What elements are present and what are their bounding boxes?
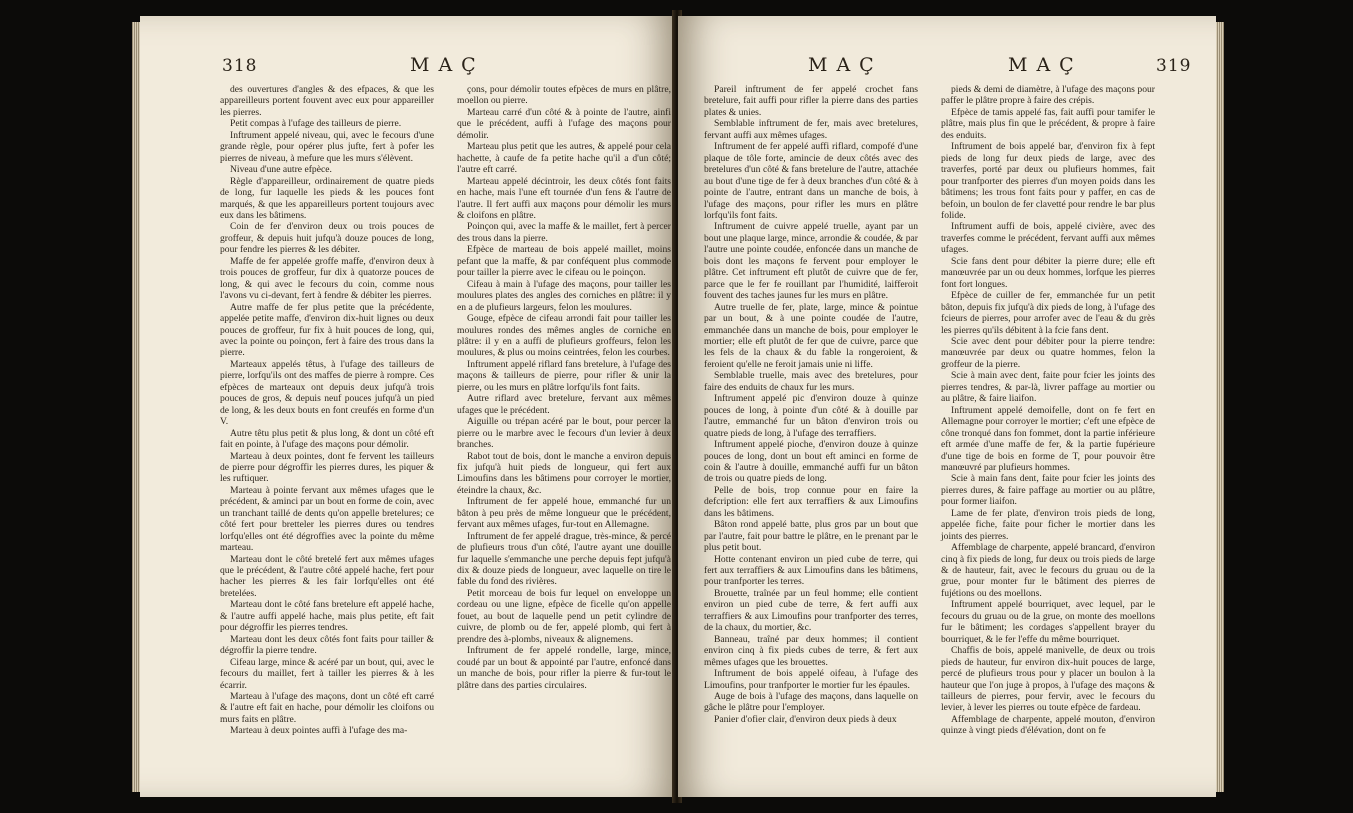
right-page-edges [1216,22,1224,792]
right-page [678,16,1216,797]
right-running-head-right: MAÇ [1008,54,1083,76]
paragraph: Efpèce de cuiller de fer, emmanchée fur un petit bâton, depuis fix jufqu'à dix pieds de long, à l'ufage des fcieurs de pierres, pour arrofer avec de l'eau & du grès les pierres qu'ils débitent à la fcie fans dent. [941,290,1155,336]
paragraph: Efpèce de marteau de bois appelé maillet, moins pefant que la maffe, & par conféquent plus commode pour tailler la pierre avec le cifeau ou le poinçon. [457,244,671,279]
paragraph: Semblable inftrument de fer, mais avec bretelures, fervant auffi aux mêmes ufages. [704,118,918,141]
right-column-1 [704,84,918,725]
paragraph: Petit compas à l'ufage des tailleurs de pierre. [230,118,402,130]
paragraph: Marteau à pointe fervant aux mêmes ufages que le précédent, & aminci par un bout en forme de coin, avec un tranchant taillé de dents qu'on appelle bretelures; ce côté fert pour bretteler les pierres dures ou tendres lorfqu'elles ont été dégroffies avec la pointe du même marteau. [220,484,434,554]
paragraph: Scie avec dent pour débiter pour la pierre tendre: manœuvrée par deux ou quatre hommes, felon la groffeur de la pierre. [941,335,1155,370]
paragraph: Cifeau large, mince & acéré par un bout, qui, avec le fecours du maillet, fert à tailler les pierres & à les écarrir. [220,656,434,691]
paragraph: Marteau dont les deux côtés font faits pour tailler & dégroffir la pierre tendre. [220,633,434,657]
right-column-2 [941,84,1155,737]
paragraph: pieds & demi de diamètre, à l'ufage des maçons pour paffer le plâtre propre à faire des crépis. [941,84,1155,107]
paragraph: Inftrument de fer appelé houe, emmanché fur un bâton à peu près de même longueur que le précédent, fervant aux mêmes ufages, fur-tout en Allemagne. [457,496,671,531]
paragraph: Banneau, traîné par deux hommes; il contient environ cinq à fix pieds cubes de terre, & fert aux mêmes ufages que les brouettes. [704,633,918,668]
left-running-head: MAÇ [410,54,485,76]
paragraph: Inftrument appelé riflard fans bretelure, à l'ufage des maçons & tailleurs de pierre, pour rifler & unir la pierre, ou les murs en plâtre lorfqu'ils font faits. [457,358,671,393]
left-column-1 [220,84,434,737]
right-running-head-left: MAÇ [808,54,883,76]
paragraph: Marteau à l'ufage des maçons, dont un côté eft carré & l'autre eft fait en hache, pour démolir les cloifons ou murs faits en plâtre. [220,691,434,725]
paragraph: Semblable truelle, mais avec des bretelures, pour faire des enduits de chaux fur les murs. [704,370,918,393]
paragraph: Autre truelle de fer, plate, large, mince & pointue par un bout, & à une pointe coudée de l'autre, emmanchée dans un manche de bois, pour employer le mortier; elle eft plutôt de fer que de cuivre, parce que les fels de la chaux & du fable la rongeroient, & feroient qu'elle ne feroit jamais unie ni liffe. [704,301,918,370]
paragraph: Efpèce de tamis appelé fas, fait auffi pour tamifer le plâtre, mais plus fin que le précédent, & propre à faire des enduits. [941,106,1155,141]
paragraph: Inftrument de fer appelé drague, très-mince, & percé de plufieurs trous d'un côté, l'autre ayant une douille fur laquelle s'emmanche une perche depuis fept jufqu'à dix & douze pieds de longueur, avec laquelle on tire le fable du fond des rivières. [457,530,671,588]
paragraph: Inftrument de cuivre appelé truelle, ayant par un bout une plaque large, mince, arrondie & coudée, & par l'autre une pointe coudée, enfoncée dans un manche de bois dont les maçons fe fervent pour employer le plâtre. Cet inftrument eft plutôt de cuivre que de fer, parce que le fer fe rouillant par l'humidité, laifferoit fouvent des taches jaunes fur les murs en plâtre. [704,221,919,302]
paragraph: Inftrument appelé pic d'environ douze à quinze pouces de long, à pointe d'un côté & à douille par l'autre, emmanché fur un bâton d'environ trois ou quatre pieds de long, à l'ufage des terraffiers. [704,393,918,439]
paragraph: des ouvertures d'angles & des efpaces, & que les appareilleurs portent fouvent avec eux pour appareiller les pierres. [220,84,434,118]
paragraph: Marteau dont le côté bretelé fert aux mêmes ufages que le précédent, & l'autre côté appelé hache, fert pour hacher les pierres & les fair lorfqu'elles ont été bretelées. [220,553,434,599]
paragraph: Scie à main fans dent, faite pour fcier les joints des pierres dures, & faire paffage au mortier ou au plâtre, pour former liaifon. [941,473,1155,508]
paragraph: Inftrument auffi de bois, appelé civière, avec des traverfes comme le précédent, fervant auffi aux mêmes ufages. [941,221,1155,256]
paragraph: Pareil inftrument de fer appelé crochet fans bretelure, fait auffi pour rifler la pierre dans des parties plates & unies. [704,84,918,118]
paragraph: Inftrument de fer appelé rondelle, large, mince, coudé par un bout & appointé par l'autre, enfoncé dans un manche de bois, pour rifler la pierre & fur-tout le plâtre dans des parties circulaires. [457,645,671,691]
paragraph: Inftrument de bois appelé bar, d'environ fix à fept pieds de long fur deux pieds de large, avec des traverfes, porté par deux ou plufieurs hommes, fait pour tranfporter des pierres d'un moyen poids dans les bâtimens; les trous font faits pour y paffer, en cas de befoin, un boulon de fer clavetté pour rendre le bar plus folide. [941,141,1155,221]
paragraph: Inftrument appelé bourriquet, avec lequel, par le fecours du gruau ou de la grue, on monte des moellons fur le bâtiment; les cordages s'appellent brayer du bourriquet, & le fer l'effe du même bourriquet. [941,599,1155,645]
left-column-2 [457,84,671,691]
paragraph: Marteau à deux pointes, dont fe fervent les tailleurs de pierre pour dégroffir les pierres dures, les piquer & les ruftiquer. [220,450,434,485]
right-page-number: 319 [1156,56,1192,76]
paragraph: Petit morceau de bois fur lequel on enveloppe un cordeau ou une ligne, efpèce de ficelle qu'on appelle fouet, au bout de laquelle pend un petit cylindre de cuivre, de plomb ou de fer, appelé plomb, qui fert à prendre des à-plombs, niveaux & alignemens. [457,587,671,645]
paragraph: Maffe de fer appelée groffe maffe, d'environ deux à trois pouces de groffeur, fur dix à quatorze pouces de long, & qui avec le fecours du coin, comme nous l'avons vu ci-devant, fert à fendre & débiter les pierres. [220,255,434,302]
paragraph: Inftrument de bois appelé oifeau, à l'ufage des Limoufins, pour tranfporter le mortier fur les épaules. [704,668,918,691]
paragraph: Marteau carré d'un côté & à pointe de l'autre, ainfi que le précédent, auffi à l'ufage des maçons pour démolir. [457,106,671,141]
paragraph: Panier d'ofier clair, d'environ deux pieds à deux [714,713,897,725]
left-page-edges [132,22,140,792]
paragraph: Marteau à deux pointes auffi à l'ufage des ma- [230,725,408,737]
paragraph: Marteau dont le côté fans bretelure eft appelé hache, & l'autre auffi appelé hache, mais plus petite, eft fait pour dégroffir les pierres tendres. [220,599,434,634]
paragraph: Scie fans dent pour débiter la pierre dure; elle eft manœuvrée par un ou deux hommes, lorfque les pierres font fort longues. [941,255,1155,290]
paragraph: Autre riflard avec bretelure, fervant aux mêmes ufages que le précédent. [457,393,671,416]
paragraph: çons, pour démolir toutes efpèces de murs en plâtre, moellon ou pierre. [457,84,671,107]
paragraph: Pelle de bois, trop connue pour en faire la defcription: elle fert aux terraffiers & aux Limoufins dans les bâtimens. [704,484,918,519]
paragraph: Autre têtu plus petit & plus long, & dont un côté eft fait en pointe, à l'ufage des maçons pour démolir. [220,427,434,451]
paragraph: Coin de fer d'environ deux ou trois pouces de groffeur, & depuis huit jufqu'à douze pouces de long, pour fendre les pierres & les débiter. [220,221,434,256]
paragraph: Gouge, efpèce de cifeau arrondi fait pour tailler les moulures rondes des mêmes angles de corniche en plâtre: il y en a auffi de plufieurs groffeurs, felon les moulures, & plus ou moins ceintrées, felon les courbes. [457,313,671,359]
paragraph: Hotte contenant environ un pied cube de terre, qui fert aux terraffiers & aux Limoufins dans les bâtimens, pour tranfporter les terres. [704,553,918,588]
paragraph: Auge de bois à l'ufage des maçons, dans laquelle on gâche le plâtre pour l'employer. [704,691,918,714]
paragraph: Scie à main avec dent, faite pour fcier les joints des pierres tendres, & par-là, livrer paffage au mortier ou au plâtre, & faire liaifon. [941,370,1155,405]
paragraph: Marteau appelé décintroir, les deux côtés font faits en hache, mais l'une eft tournée d'un fens & l'autre de l'autre. Il fert auffi aux maçons pour démolir les murs & cloifons en plâtre. [457,175,671,221]
paragraph: Inftrument de fer appelé auffi riflard, compofé d'une plaque de tôle forte, amincie de deux côtés avec des bretelures d'un côté & fans bretelure de l'autre, attachée au bout d'une tige de fer à deux branches d'un côté & à pointe de l'autre, entrant dans un manche de bois, à l'ufage des maçons, pour rifler les murs en plâtre lorfqu'ils font faits. [704,141,918,221]
left-page [140,16,675,797]
paragraph: Chaffis de bois, appelé manivelle, de deux ou trois pieds de hauteur, fur environ dix-huit pouces de large, percé de plufieurs trous pour y placer un boulon à la hauteur que l'on juge à propos, à l'ufage des maçons & tailleurs de pierres, pour fervir, avec le fecours du levier, à lever les pierres ou toute efpèce de fardeau. [941,645,1155,714]
paragraph: Cifeau à main à l'ufage des maçons, pour tailler les moulures plates des angles des corniches en plâtre: il y en a de plufieurs largeurs, felon les moulures. [457,278,671,313]
paragraph: Bâton rond appelé batte, plus gros par un bout que par l'autre, fait pour battre le plâtre, en le prenant par le plus petit bout. [704,519,918,554]
paragraph: Règle d'appareilleur, ordinairement de quatre pieds de long, fur laquelle les pieds & les pouces font marqués, & que les appareilleurs portent toujours avec eux dans les bâtimens. [220,175,434,221]
paragraph: Brouette, traînée par un feul homme; elle contient environ un pied cube de terre, & fert auffi aux terraffiers & aux Limoufins pour tranfporter des terres, de la chaux, du mortier, &c. [704,587,918,634]
paragraph: Aiguille ou trépan acéré par le bout, pour percer la pierre ou le marbre avec le fecours d'un levier à deux branches. [457,416,671,451]
paragraph: Rabot tout de bois, dont le manche a environ depuis fix jufqu'à huit pieds de longueur, qui fert aux Limoufins dans les bâtimens pour corroyer le mortier, éteindre la chaux, &c. [457,450,671,496]
paragraph: Affemblage de charpente, appelé mouton, d'environ quinze à vingt pieds d'élévation, dont on fe [941,713,1155,737]
paragraph: Marteaux appelés têtus, à l'ufage des tailleurs de pierre, lorfqu'ils ont des maffes de pierre à rompre. Ces efpèces de marteaux ont depuis deux jufqu'à trois pouces de gros, & depuis neuf pouces jufqu'à un pied de long, & les deux bouts en font creufés en forme d'un V. [220,358,434,428]
paragraph: Inftrument appelé niveau, qui, avec le fecours d'une grande règle, pour opérer plus jufte, fert à pofer les pierres de niveau, à mefure que les murs s'élèvent. [220,129,434,164]
paragraph: Poinçon qui, avec la maffe & le maillet, fert à percer des trous dans la pierre. [457,221,671,244]
paragraph: Affemblage de charpente, appelé brancard, d'environ cinq à fix pieds de long, fur deux ou trois pieds de large & de hauteur, fait, avec le fecours du gruau ou de la grue, pour monter fur le bâtiment des pierres de fujétions ou des moellons. [941,542,1155,599]
paragraph: Marteau plus petit que les autres, & appelé pour cela hachette, à caufe de fa petite hache qu'il a d'un côté; l'autre eft carré. [457,141,671,176]
left-page-number: 318 [222,56,258,76]
paragraph: Niveau d'une autre efpèce. [230,164,332,176]
paragraph: Inftrument appelé pioche, d'environ douze à quinze pouces de long, dont un bout eft aminci en forme de coin & l'autre à douille, emmanché auffi fur un bâton de trois ou quatre pieds de long. [704,439,918,485]
paragraph: Inftrument appelé demoifelle, dont on fe fert en Allemagne pour corroyer le mortier; c'eft une efpèce de cône tronqué dans fon fommet, dont la partie inférieure eft armée d'une maffe de fer, & la partie fupérieure d'une tige de bois en forme de T, pour pouvoir être manœuvré par plufieurs hommes. [941,404,1155,473]
paragraph: Autre maffe de fer plus petite que la précédente, appelée petite maffe, d'environ dix-huit lignes ou deux pouces de groffeur, fur fix à huit pouces de long, qui, avec la pointe ou poinçon, fert à faire des trous dans la pierre. [220,301,434,359]
paragraph: Lame de fer plate, d'environ trois pieds de long, appelée fiche, faite pour ficher le mortier dans les joints des pierres. [941,507,1155,542]
